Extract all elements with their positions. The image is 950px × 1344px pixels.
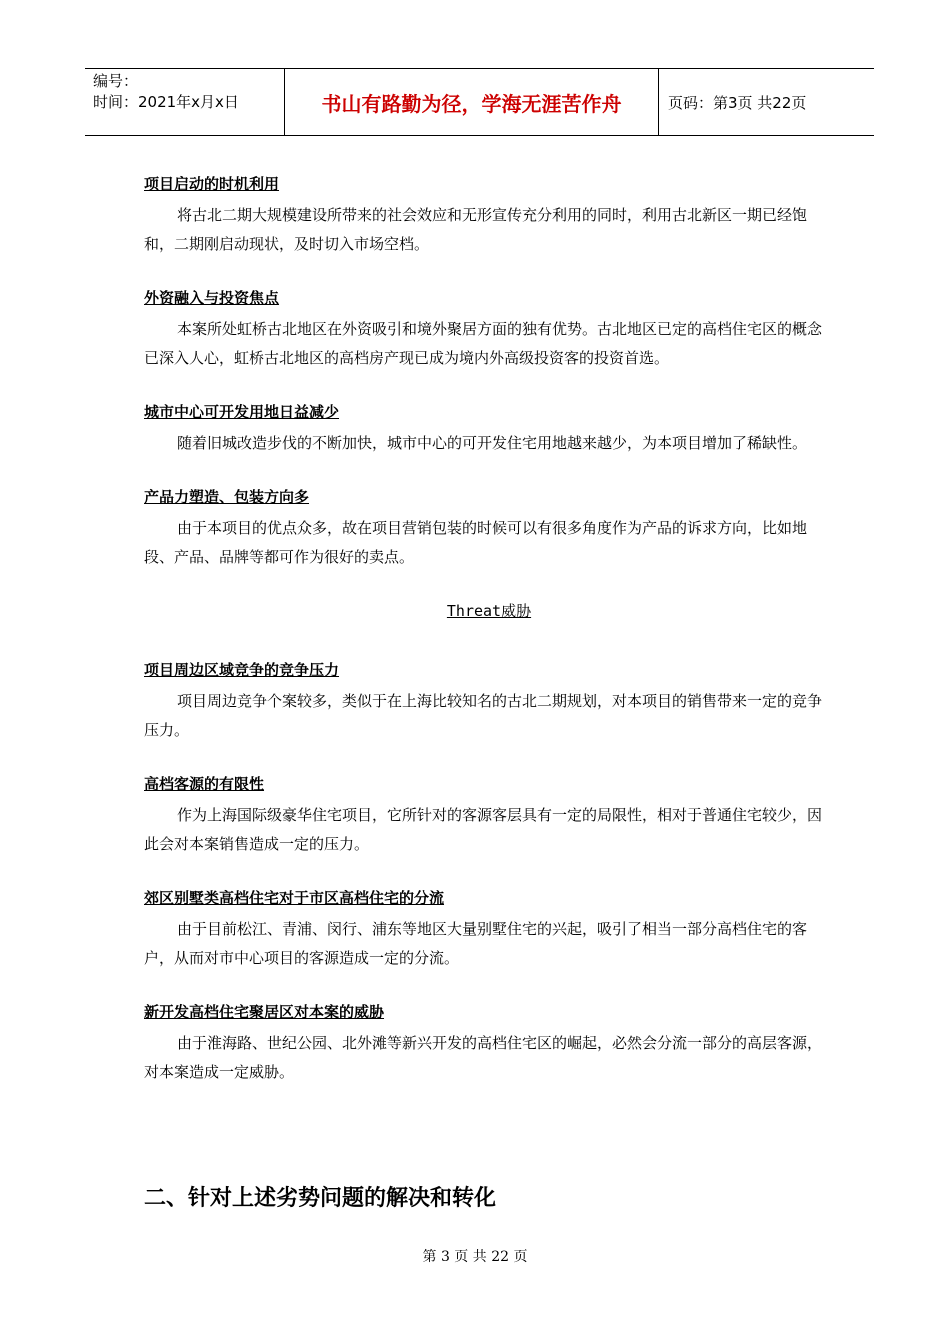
- page-footer: 第 3 页 共 22 页: [422, 1249, 528, 1265]
- section-title: 高档客源的有限性: [144, 775, 265, 793]
- section-title: 城市中心可开发用地日益减少: [144, 403, 340, 421]
- section-body: 由于目前松江、青浦、闵行、浦东等地区大量别墅住宅的兴起，吸引了相当一部分高档住宅的客户，从而对市中心项目的客源造成一定的分流。: [144, 920, 808, 967]
- page-header: [85, 68, 874, 136]
- section: [144, 486, 834, 572]
- document-body: [144, 173, 834, 1115]
- section-body: 随着旧城改造步伐的不断加快，城市中心的可开发住宅用地越来越少，为本项目增加了稀缺性。: [177, 434, 808, 452]
- header-meta: [85, 69, 285, 135]
- section-title: 项目启动的时机利用: [144, 175, 280, 193]
- section: [144, 401, 834, 458]
- chapter-title: 二、针对上述劣势问题的解决和转化: [144, 1186, 497, 1211]
- section: [144, 173, 834, 259]
- document-date: 时间：2021年x月x日: [93, 93, 239, 111]
- section-title: 外资融入与投资焦点: [144, 289, 280, 307]
- section: [144, 659, 834, 745]
- section-title: 新开发高档住宅聚居区对本案的威胁: [144, 1003, 385, 1021]
- section-title: 产品力塑造、包装方向多: [144, 488, 310, 506]
- section-body: 作为上海国际级豪华住宅项目，它所针对的客源客层具有一定的局限性，相对于普通住宅较少，因此会对本案销售造成一定的压力。: [144, 806, 823, 853]
- threat-heading: Threat威胁: [446, 602, 532, 620]
- section: [144, 287, 834, 373]
- header-page-info: 页码：第3页 共22页: [668, 93, 807, 112]
- section-body: 将古北二期大规模建设所带来的社会效应和无形宣传充分利用的同时，利用古北新区一期已经饱和，二期刚启动现状，及时切入市场空档。: [144, 206, 808, 253]
- section: [144, 1001, 834, 1087]
- section-title: 郊区别墅类高档住宅对于市区高档住宅的分流: [144, 889, 445, 907]
- section: [144, 773, 834, 859]
- section-body: 由于本项目的优点众多，故在项目营销包装的时候可以有很多角度作为产品的诉求方向，比如地段、产品、品牌等都可作为很好的卖点。: [144, 519, 808, 566]
- section-title: 项目周边区域竞争的竞争压力: [144, 661, 340, 679]
- section-body: 本案所处虹桥古北地区在外资吸引和境外聚居方面的独有优势。古北地区已定的高档住宅区的概念已深入人心，虹桥古北地区的高档房产现已成为境内外高级投资客的投资首选。: [144, 320, 823, 367]
- section: [144, 887, 834, 973]
- section-body: 项目周边竞争个案较多，类似于在上海比较知名的古北二期规划，对本项目的销售带来一定的竞争压力。: [144, 692, 823, 739]
- header-motto: 书山有路勤为径，学海无涯苦作舟: [285, 69, 659, 135]
- section-body: 由于淮海路、世纪公园、北外滩等新兴开发的高档住宅区的崛起，必然会分流一部分的高层客源，对本案造成一定威胁。: [144, 1034, 823, 1081]
- document-number-label: 编号：: [93, 72, 139, 90]
